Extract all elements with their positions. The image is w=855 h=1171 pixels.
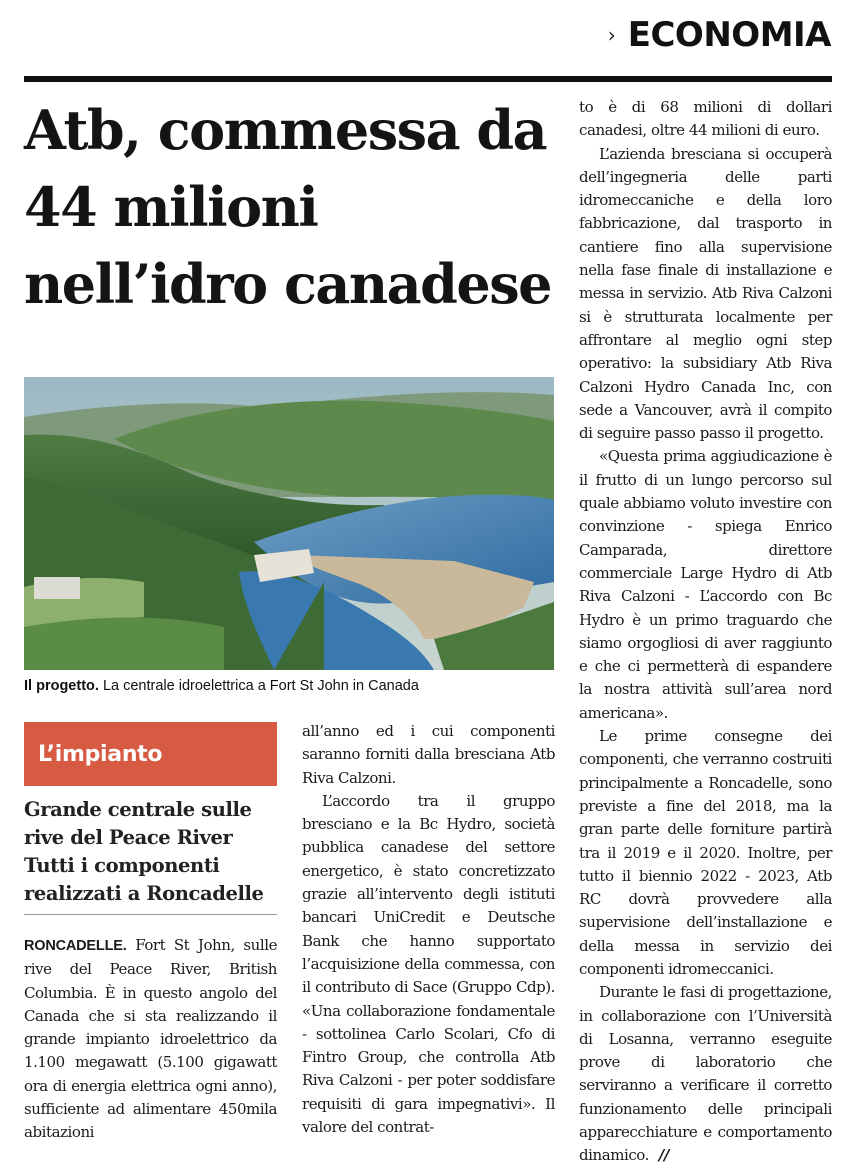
paragraph-text: Fort St John, sulle rive del Peace River, British Columbia. È in questo angolo del Canada che si sta realizzando il grande impianto idroelettrico da 1.100 megawatt (5.100 gigawatt ora di energia elettrica ogni anno), sufficiente ad alimentare 450mila abitazioni	[24, 936, 277, 1142]
article-paragraph: Le prime consegne dei componenti, che verranno costruiti principalmente a Roncadelle, sono previste a fine del 2018, ma la gran parte delle forniture partirà tra il 2019 e il 2020. Inoltre, per tutto il biennio 2022 - 2023, Atb RC dovrà provvedere alla supervisione dell’installazione e della messa in servizio dei componenti idromeccanici.	[579, 727, 832, 978]
article-column-2	[302, 720, 555, 1139]
header-rule	[24, 76, 832, 82]
article-paragraph: L’accordo tra il gruppo bresciano e la Bc Hydro, società pubblica canadese del settore energetico, è stato concretizzato grazie all’intervento degli istituti bancari UniCredit e Deutsche Bank che hanno supportato l’acquisizione della commessa, con il contributo di Sace (Gruppo Cdp). «Una collaborazione fondamentale - sottolinea Carlo Scolari, Cfo di Fintro Group, che controlla Atb Riva Calzoni - per poter soddisfare requisiti di gara impegnativi». Il valore del contrat-	[302, 791, 555, 1137]
end-mark: //	[658, 1146, 669, 1165]
article-paragraph	[579, 981, 832, 1167]
subheadline: Grande centrale sulle rive del Peace River Tutti i componenti realizzati a Roncadelle	[24, 798, 264, 905]
article-photo	[24, 377, 554, 670]
section-label: ECONOMIA	[627, 15, 831, 55]
article-paragraph: L’azienda bresciana si occuperà dell’ingegneria delle parti idromeccaniche e della loro fabbricazione, dal trasporto in cantiere fino alla supervisione nella fase finale di installazione e messa in servizio. Atb Riva Calzoni si è strutturata localmente per affrontare al meglio ogni step operativo: la subsidiary Atb Riva Calzoni Hydro Canada Inc, con sede a Vancouver, avrà il compito di seguire passo passo il progetto.	[579, 144, 832, 443]
article-paragraph: all’anno ed i cui componenti saranno forniti dalla bresciana Atb Riva Calzoni.	[302, 722, 555, 787]
article-column-1	[24, 934, 277, 1145]
article-paragraph: to è di 68 milioni di dollari canadesi, oltre 44 milioni di euro.	[579, 98, 832, 140]
caption-lead: Il progetto.	[24, 678, 99, 694]
photo-caption	[24, 676, 554, 696]
subhead-rule	[24, 914, 277, 915]
article-column-3	[579, 96, 832, 1168]
headline: Atb, commessa da 44 milioni nell’idro canadese	[24, 98, 551, 316]
caption-text: La centrale idroelettrica a Fort St John in Canada	[102, 678, 419, 694]
chevron-right-icon: ›	[607, 23, 616, 47]
article-paragraph	[24, 934, 277, 1145]
dateline: RONCADELLE.	[24, 938, 127, 954]
box-tag-label: L’impianto	[38, 741, 163, 767]
article-paragraph: «Questa prima aggiudicazione è il frutto di un lungo percorso sul quale abbiamo voluto investire con convinzione - spiega Enrico Camparada, direttore commerciale Large Hydro di Atb Riva Calzoni - L’accordo con Bc Hydro è un primo traguardo che siamo orgogliosi di aver raggiunto e che ci permetterà di espandere la nostra attività sull’area nord americana».	[579, 447, 832, 722]
paragraph-text: Durante le fasi di progettazione, in collaborazione con l’Università di Losanna, verranno eseguite prove di laboratorio che serviranno a verificare il corretto funzionamento delle principali apparecchiature e comportamento dinamico.	[579, 983, 832, 1165]
section-header	[608, 14, 831, 56]
box-tag	[24, 722, 277, 786]
